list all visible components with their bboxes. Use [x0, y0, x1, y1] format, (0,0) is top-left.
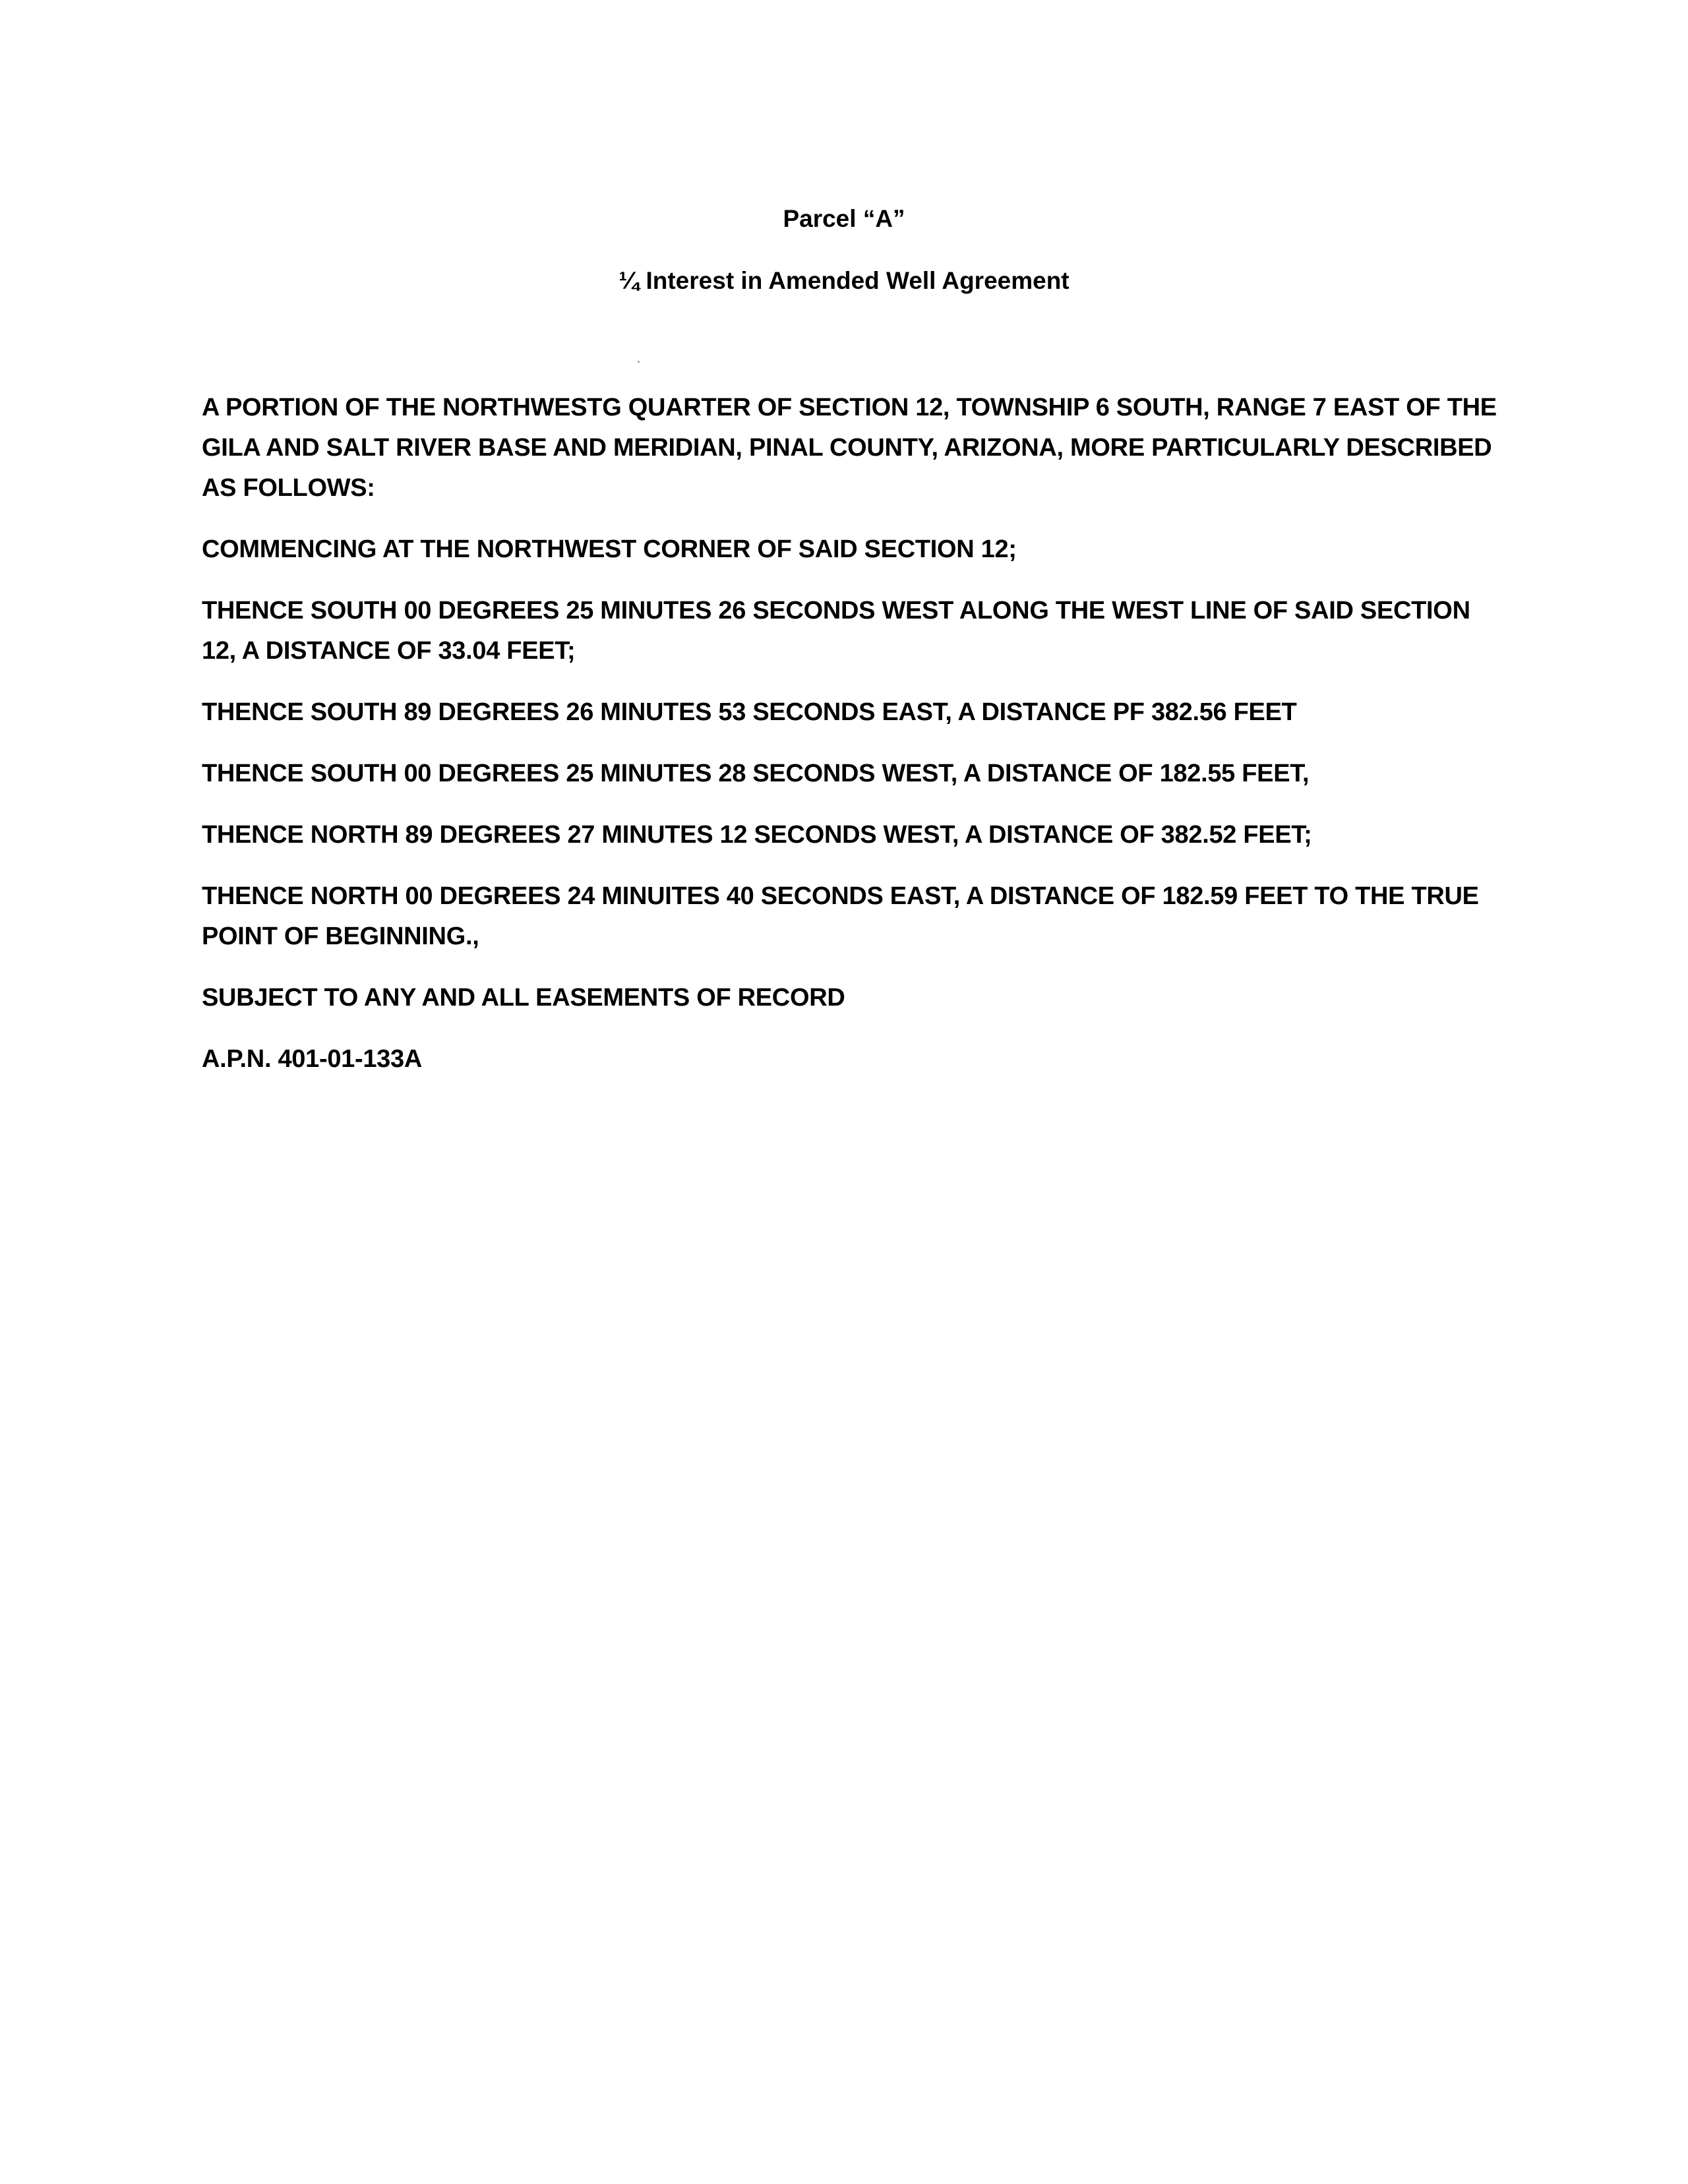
paragraph-subject-to: SUBJECT TO ANY AND ALL EASEMENTS OF RECORD — [202, 984, 845, 1012]
document-title: Parcel “A” — [783, 205, 905, 232]
paragraph-course-2: THENCE SOUTH 89 DEGREES 26 MINUTES 53 SECONDS EAST, A DISTANCE PF 382.56 FEET — [202, 698, 1297, 726]
document-subtitle: ¼ Interest in Amended Well Agreement — [618, 267, 1070, 294]
paragraph-commencing: COMMENCING AT THE NORTHWEST CORNER OF SAID SECTION 12; — [202, 535, 1017, 563]
paragraph-apn: A.P.N. 401-01-133A — [202, 1045, 422, 1073]
legal-description — [202, 388, 1507, 1101]
scan-speck — [638, 361, 640, 363]
paragraph-course-3: THENCE SOUTH 00 DEGREES 25 MINUTES 28 SECONDS WEST, A DISTANCE OF 182.55 FEET, — [202, 760, 1310, 787]
paragraph-course-1: THENCE SOUTH 00 DEGREES 25 MINUTES 26 SECONDS WEST ALONG THE WEST LINE OF SAID SECTION 12, A DISTANCE OF 33.04 FEET; — [202, 597, 1470, 665]
paragraph-course-4: THENCE NORTH 89 DEGREES 27 MINUTES 12 SECONDS WEST, A DISTANCE OF 382.52 FEET; — [202, 821, 1312, 849]
paragraph-course-5: THENCE NORTH 00 DEGREES 24 MINUITES 40 SECONDS EAST, A DISTANCE OF 182.59 FEET TO THE TRUE POINT OF BEGINNING., — [202, 882, 1479, 950]
paragraph-portion: A PORTION OF THE NORTHWESTG QUARTER OF SECTION 12, TOWNSHIP 6 SOUTH, RANGE 7 EAST OF THE GILA AND SALT RIVER BASE AND MERIDIAN, PINAL COUNTY, ARIZONA, MORE PARTICULARLY DESCRIBED AS FOLLOWS: — [202, 394, 1497, 502]
